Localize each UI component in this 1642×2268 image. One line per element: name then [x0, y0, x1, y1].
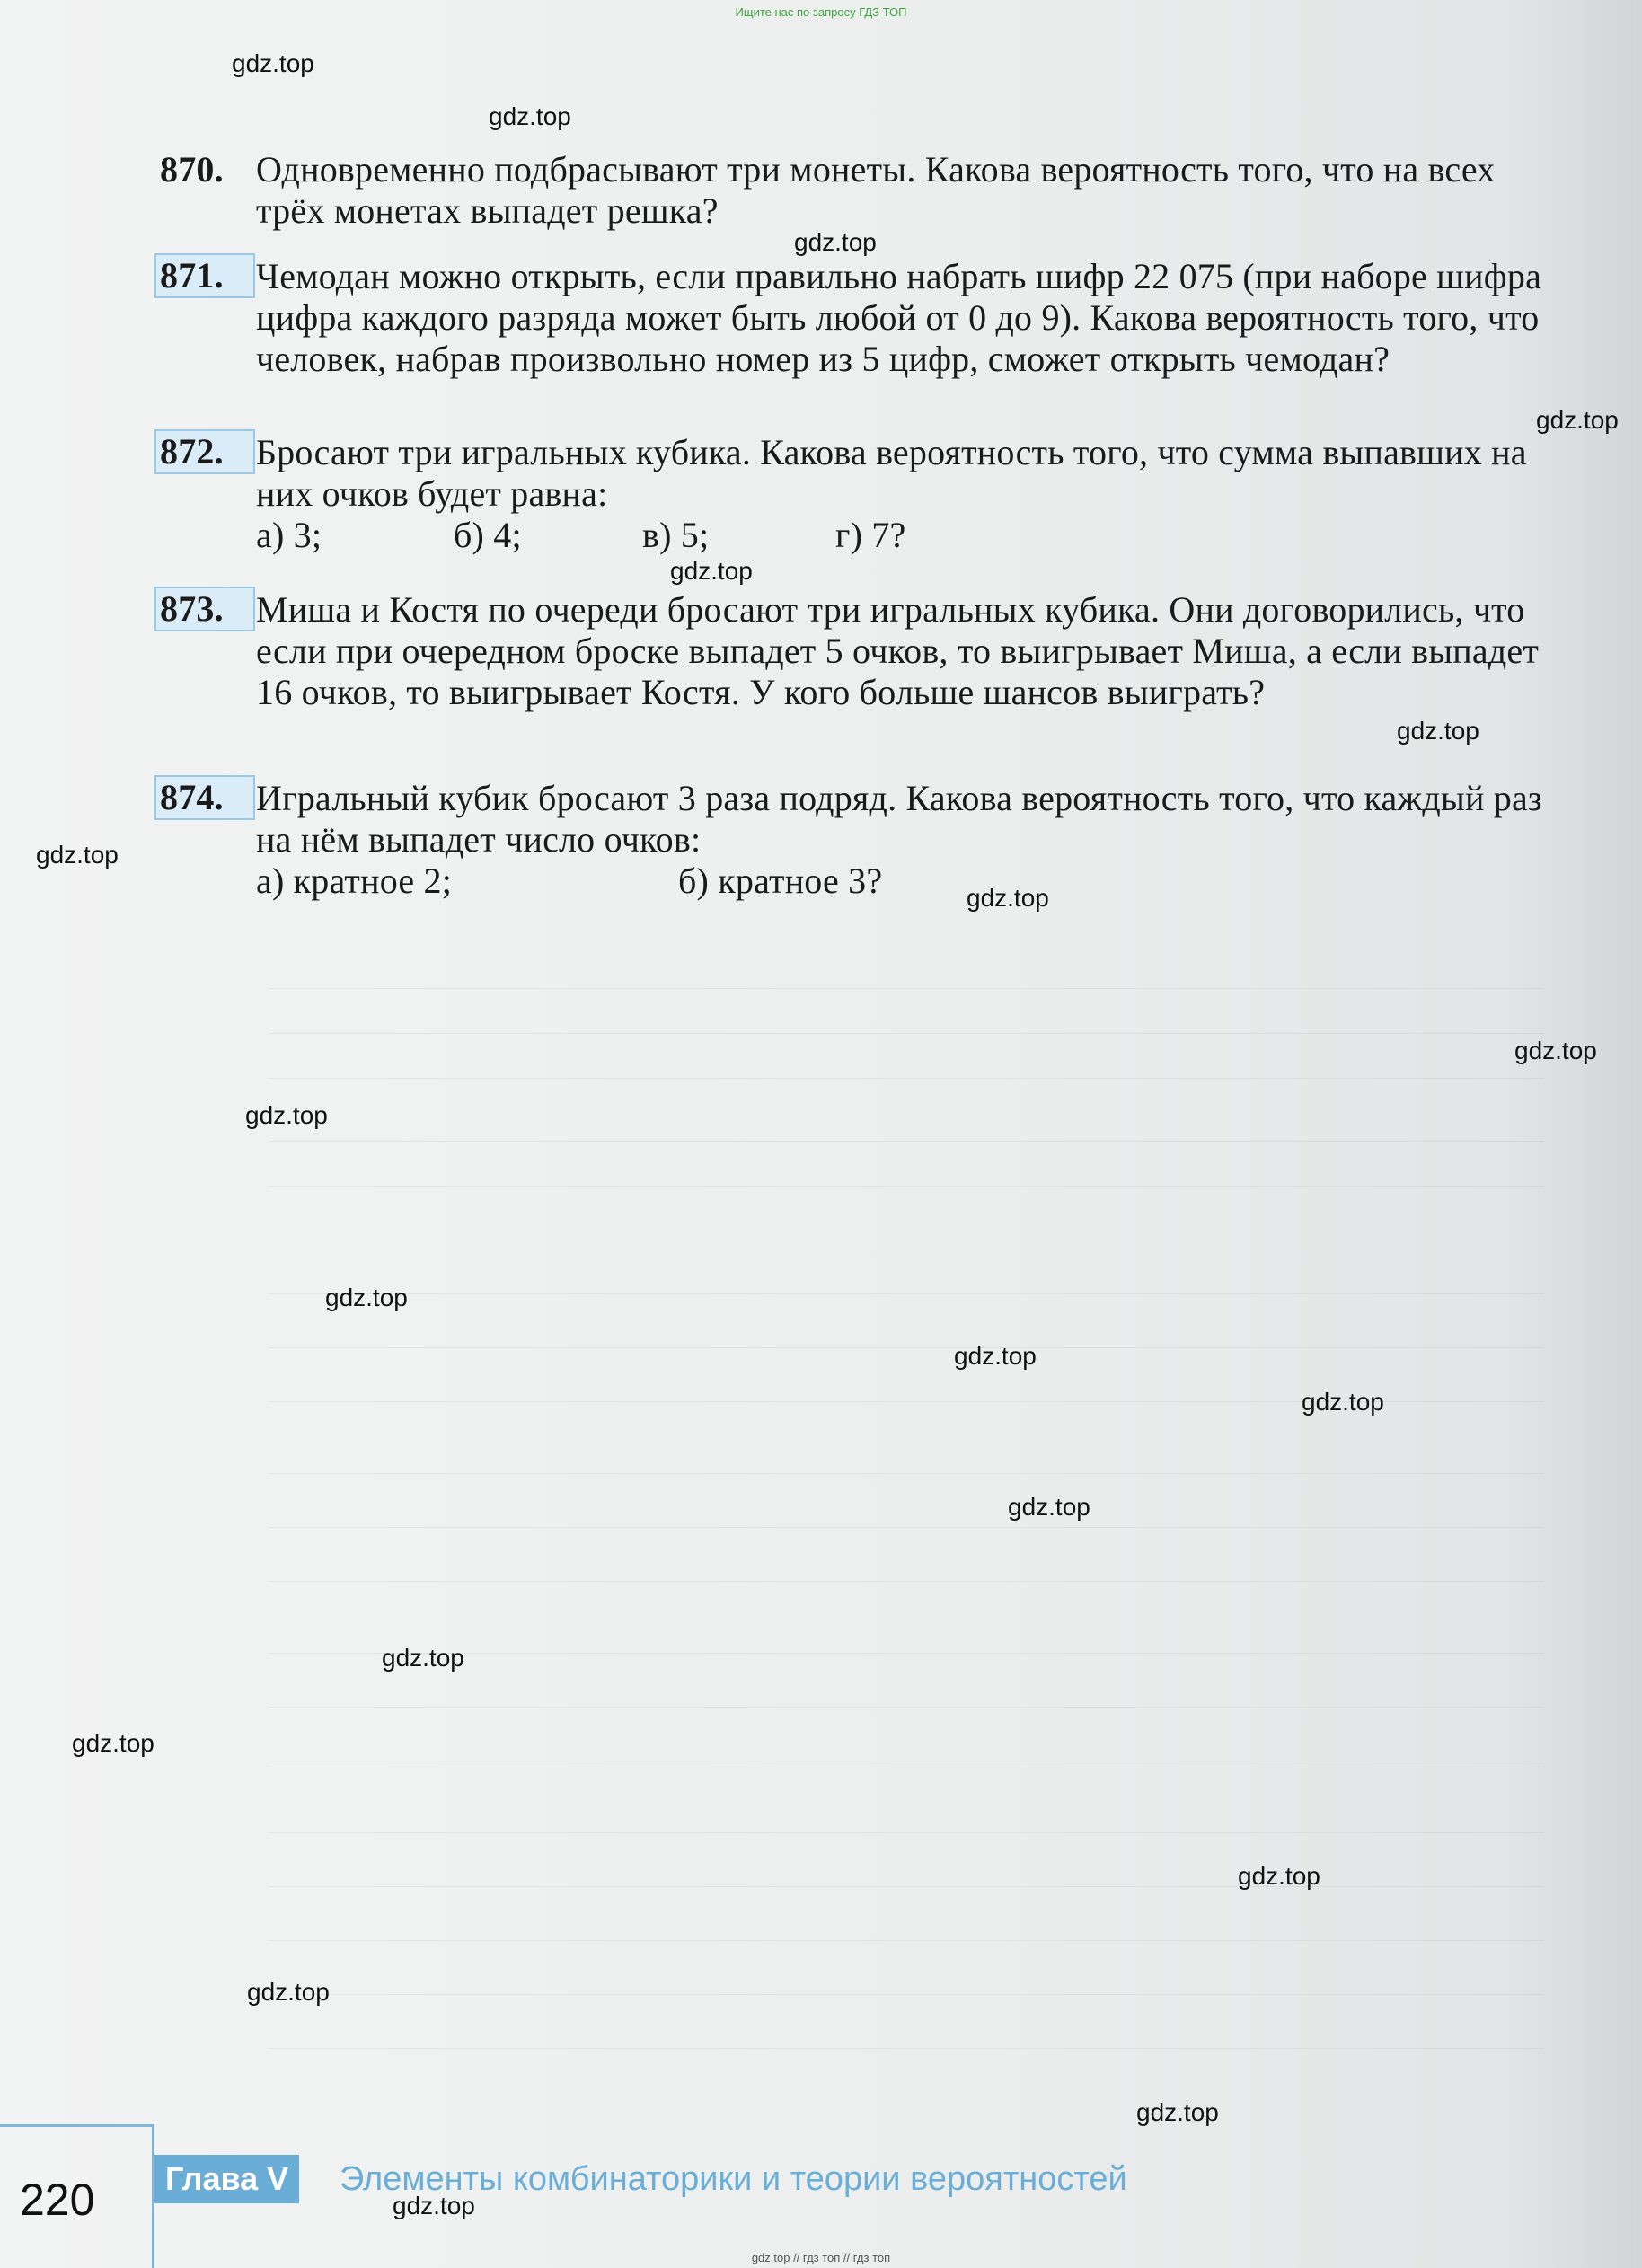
watermark: gdz.top	[1514, 1037, 1597, 1064]
problem-873	[160, 589, 1543, 713]
problem-871	[160, 256, 1543, 380]
top-banner: Ищите нас по запросу ГДЗ ТОП	[735, 5, 907, 19]
problem-number-box: 874.	[154, 775, 255, 820]
watermark: gdz.top	[382, 1644, 464, 1672]
option-a: а) кратное 2;	[256, 860, 453, 901]
bottom-banner: gdz top // гдз топ // гдз топ	[751, 2251, 891, 2264]
chapter-title: Элементы комбинаторики и теории вероятностей	[340, 2160, 1127, 2198]
watermark: gdz.top	[954, 1342, 1037, 1370]
watermark: gdz.top	[325, 1284, 408, 1311]
watermark: gdz.top	[1397, 717, 1479, 745]
watermark: gdz.top	[36, 841, 119, 869]
option-c: в) 5;	[642, 515, 710, 555]
problem-874	[160, 778, 1543, 902]
problem-number-box: 873.	[154, 587, 255, 631]
problem-number-box: 871.	[154, 253, 255, 298]
watermark: gdz.top	[670, 557, 753, 585]
watermark: gdz.top	[393, 2192, 475, 2219]
problem-text: Одновременно подбрасывают три монеты. Какова вероятность того, что на всех трёх монетах выпадет решка?	[256, 149, 1496, 231]
watermark: gdz.top	[967, 884, 1049, 912]
watermark: gdz.top	[72, 1729, 154, 1757]
problem-870	[160, 149, 1543, 232]
watermark: gdz.top	[1536, 406, 1619, 434]
problem-text: Бросают три игральных кубика. Какова вероятность того, что сумма выпавших на них очков будет равна:	[256, 432, 1527, 514]
problem-number-box: 872.	[154, 429, 255, 474]
chapter-label: Глава V	[154, 2155, 299, 2203]
watermark: gdz.top	[247, 1978, 330, 2006]
option-d: г) 7?	[835, 515, 906, 555]
watermark: gdz.top	[245, 1101, 328, 1129]
watermark: gdz.top	[1238, 1862, 1320, 1890]
page-number: 220	[20, 2175, 95, 2225]
option-b: б) 4;	[454, 515, 522, 555]
problem-text: Игральный кубик бросают 3 раза подряд. Какова вероятность того, что каждый раз на нём выпадет число очков:	[256, 778, 1542, 860]
answer-options	[256, 860, 1543, 902]
watermark: gdz.top	[1008, 1493, 1090, 1521]
watermark: gdz.top	[489, 102, 571, 130]
option-b: б) кратное 3?	[678, 860, 883, 901]
watermark: gdz.top	[232, 49, 314, 77]
watermark: gdz.top	[1136, 2098, 1219, 2126]
problem-text: Миша и Костя по очереди бросают три игральных кубика. Они договорились, что если при очередном броске выпадет 5 очков, то выигрывает Миша, а если выпадет 16 очков, то выигрывает Костя. У кого больше шансов выиграть?	[256, 589, 1540, 712]
watermark: gdz.top	[794, 228, 877, 256]
watermark: gdz.top	[1302, 1388, 1384, 1416]
problem-872	[160, 432, 1543, 556]
problem-number: 870.	[160, 149, 224, 190]
option-a: а) 3;	[256, 515, 322, 555]
problem-text: Чемодан можно открыть, если правильно набрать шифр 22 075 (при наборе шифра цифра каждого разряда может быть любой от 0 до 9). Какова вероятность того, что человек, набрав произвольно номер из 5 цифр, сможет открыть чемодан?	[256, 256, 1542, 379]
answer-options	[256, 515, 1543, 556]
